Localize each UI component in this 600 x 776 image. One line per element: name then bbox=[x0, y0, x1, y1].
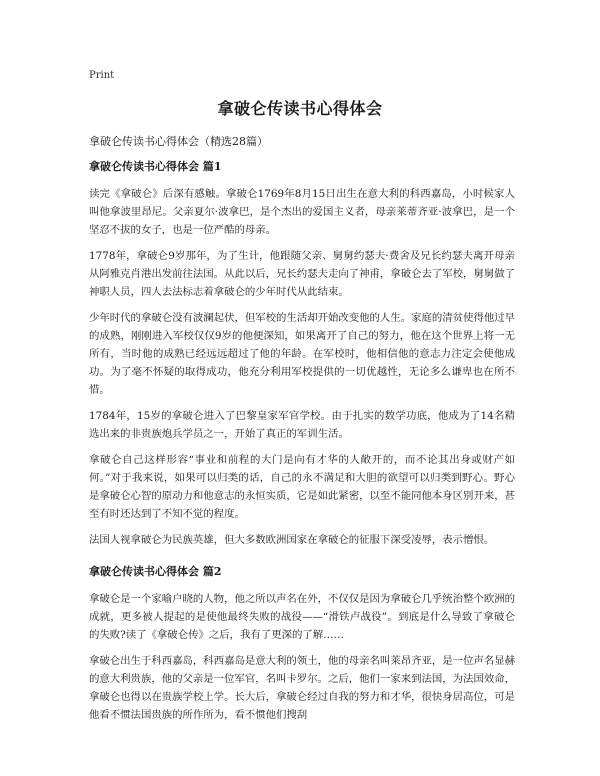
paragraph: 拿破仑是一个家喻户晓的人物，他之所以声名在外，不仅仅是因为拿破仑几乎统治整个欧洲的成就，更多被人提起的是使他最终失败的战役——“滑铁卢战役”。到底是什么导致了拿破仑的失败?读了《拿破仑传》之后，我有了更深的了解…… bbox=[89, 593, 516, 641]
article-body bbox=[89, 158, 515, 732]
paragraph: 少年时代的拿破仑没有波澜起伏，但军校的生活却开始改变他的人生。家庭的清贫使得他过早的成熟，刚刚进入军校仅仅9岁的他便深知，如果离开了自己的努力，他在这个世界上将一无所有，当时他的成熟已经远远超过了他的年龄。在军校时，他相信他的意志力注定会使他成功。为了毫不怀疑的取得成功，他充分利用军校提供的一切优越性，无论多么谦卑也在所不惜。 bbox=[89, 312, 516, 396]
paragraph: 1784年，15岁的拿破仑进入了巴黎皇家军官学校。由于扎实的数学功底，他成为了14名精选出来的非贵族炮兵学员之一，开始了真正的军训生活。 bbox=[89, 410, 515, 440]
paragraph: 读完《拿破仑》后深有感触。拿破仑1769年8月15日出生在意大利的科西嘉岛，小时候家人叫他拿波里昂尼。父亲夏尔·波拿巴，是个杰出的爱国主义者，母亲莱蒂齐亚·波拿巴，是一个坚忍不拔的女子，也是一位严酷的母亲。 bbox=[89, 188, 515, 236]
document-title: 拿破仑传读书心得体会 bbox=[217, 99, 383, 118]
paragraph: 法国人视拿破仑为民族英雄，但大多数欧洲国家在拿破仑的征服下深受凌辱，表示憎恨。 bbox=[89, 534, 495, 546]
paragraph: 拿破仑自己这样形容“事业和前程的大门是向有才华的人敞开的，而不论其出身或财产如何。”对于我来说，如果可以归类的话，自己的永不满足和大胆的欲望可以归类到野心。野心是拿破仑心智的原动力和他意志的永恒实质，它是如此紧密，以至不能同他本身区别开来，甚至有时还达到了不知不觉的程度。 bbox=[89, 454, 516, 520]
section-heading: 拿破仑传读书心得体会 篇2 bbox=[89, 565, 222, 578]
paragraph: 拿破仑出生于科西嘉岛，科西嘉岛是意大利的领土，他的母亲名叫莱昂齐亚，是一位声名显赫的意大利贵族，他的父亲是一位军官，名叫卡罗尔。之后，他们一家来到法国，为法国效命，拿破仑也得以在贵族学校上学。长大后，拿破仑经过自我的努力和才华，很快身居高位，可是他看不惯法国贵族的所作所为，看不惯他们搜刮 bbox=[89, 655, 516, 721]
paragraph: 1778年，拿破仑9岁那年，为了生计，他跟随父亲、舅舅约瑟夫·费舍及兄长约瑟夫离开母亲从阿雅克肖港出发前往法国。从此以后，兄长约瑟夫走向了神甫，拿破仑去了军校，舅舅做了神职人员，四人去法标志着拿破仑的少年时代从此结束。 bbox=[89, 250, 516, 298]
print-link[interactable]: Print bbox=[89, 70, 115, 81]
document-subtitle: 拿破仑传读书心得体会（精选28篇） bbox=[89, 135, 268, 148]
section-heading: 拿破仑传读书心得体会 篇1 bbox=[89, 160, 222, 173]
